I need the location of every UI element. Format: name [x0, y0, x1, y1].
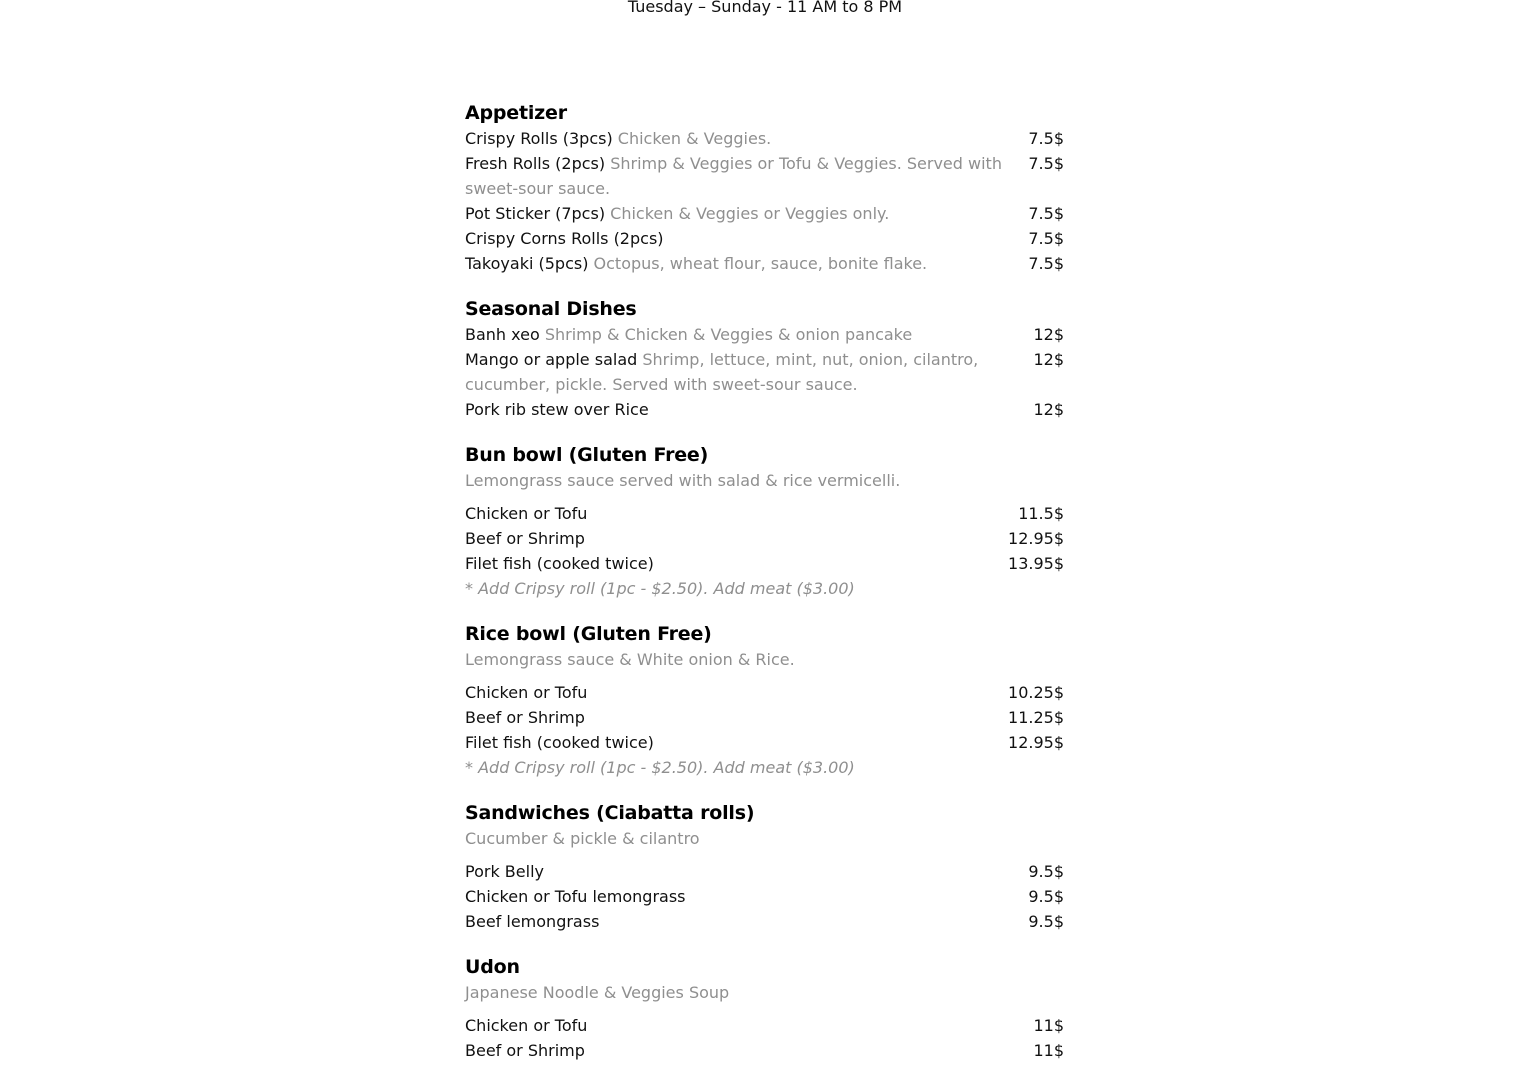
item-name: Filet fish (cooked twice)	[465, 733, 654, 752]
menu-item	[465, 501, 1064, 526]
item-price: 12$	[1033, 400, 1064, 419]
item-name: Mango or apple salad	[465, 350, 638, 369]
item-description: Octopus, wheat flour, sauce, bonite flake.	[593, 254, 928, 273]
item-name: Chicken or Tofu lemongrass	[465, 887, 686, 906]
item-price: 7.5$	[1028, 154, 1064, 173]
section-title: Bun bowl (Gluten Free)	[465, 444, 709, 466]
section-appetizer	[465, 101, 1064, 276]
item-price: 12$	[1033, 350, 1064, 369]
section-rice-bowl	[465, 622, 1064, 780]
menu-item	[465, 1013, 1064, 1038]
addon-note: * Add Cripsy roll (1pc - $2.50). Add meat ($3.00)	[465, 579, 855, 598]
menu-item	[465, 151, 1064, 201]
menu-item	[465, 1038, 1064, 1063]
item-name: Crispy Corns Rolls (2pcs)	[465, 229, 664, 248]
item-name: Pork Belly	[465, 862, 544, 881]
addon-note: * Add Cripsy roll (1pc - $2.50). Add meat ($3.00)	[465, 758, 855, 777]
item-price: 10.25$	[1008, 683, 1064, 702]
item-name: Takoyaki (5pcs)	[465, 254, 589, 273]
item-name: Chicken or Tofu	[465, 683, 588, 702]
item-name: Beef or Shrimp	[465, 708, 585, 727]
item-name: Chicken or Tofu	[465, 504, 588, 523]
item-price: 12.95$	[1008, 529, 1064, 548]
item-price: 9.5$	[1028, 912, 1064, 931]
section-description: Cucumber & pickle & cilantro	[465, 829, 700, 848]
item-description: Shrimp, lettuce, mint, nut, onion, cilantro, cucumber, pickle. Served with sweet-sour sauce.	[465, 350, 979, 394]
menu-item	[465, 526, 1064, 551]
section-title: Seasonal Dishes	[465, 298, 637, 320]
item-price: 7.5$	[1028, 204, 1064, 223]
item-description: Chicken & Veggies or Veggies only.	[610, 204, 890, 223]
menu-item	[465, 680, 1064, 705]
menu-item	[465, 397, 1064, 422]
section-description: Lemongrass sauce & White onion & Rice.	[465, 650, 795, 669]
menu-item	[465, 126, 1064, 151]
menu-item	[465, 251, 1064, 276]
section-title: Appetizer	[465, 102, 567, 124]
menu-item	[465, 705, 1064, 730]
section-title: Rice bowl (Gluten Free)	[465, 623, 712, 645]
item-price: 11$	[1033, 1016, 1064, 1035]
item-name: Crispy Rolls (3pcs)	[465, 129, 613, 148]
item-description: Chicken & Veggies.	[617, 129, 772, 148]
item-price: 7.5$	[1028, 129, 1064, 148]
section-title: Sandwiches (Ciabatta rolls)	[465, 802, 755, 824]
item-name: Pot Sticker (7pcs)	[465, 204, 606, 223]
item-price: 12.95$	[1008, 733, 1064, 752]
menu	[465, 101, 1064, 1084]
section-udon	[465, 955, 1064, 1063]
menu-item	[465, 730, 1064, 755]
item-name: Chicken or Tofu	[465, 1016, 588, 1035]
item-price: 11.5$	[1018, 504, 1064, 523]
menu-item	[465, 226, 1064, 251]
section-bun-bowl	[465, 443, 1064, 601]
item-name: Beef or Shrimp	[465, 529, 585, 548]
menu-item	[465, 322, 1064, 347]
item-price: 11.25$	[1008, 708, 1064, 727]
item-price: 7.5$	[1028, 254, 1064, 273]
menu-item	[465, 347, 1064, 397]
item-price: 12$	[1033, 325, 1064, 344]
section-description: Lemongrass sauce served with salad & rice vermicelli.	[465, 471, 901, 490]
menu-item	[465, 201, 1064, 226]
item-price: 13.95$	[1008, 554, 1064, 573]
opening-hours: Tuesday – Sunday - 11 AM to 8 PM	[627, 0, 903, 16]
section-sandwiches	[465, 801, 1064, 934]
section-description: Japanese Noodle & Veggies Soup	[465, 983, 730, 1002]
item-description: Shrimp & Chicken & Veggies & onion pancake	[544, 325, 913, 344]
item-price: 11$	[1033, 1041, 1064, 1060]
item-price: 9.5$	[1028, 887, 1064, 906]
item-name: Filet fish (cooked twice)	[465, 554, 654, 573]
item-price: 9.5$	[1028, 862, 1064, 881]
item-name: Pork rib stew over Rice	[465, 400, 649, 419]
item-price: 7.5$	[1028, 229, 1064, 248]
section-seasonal-dishes	[465, 297, 1064, 422]
menu-item	[465, 884, 1064, 909]
menu-item	[465, 909, 1064, 934]
menu-item	[465, 551, 1064, 576]
item-name: Banh xeo	[465, 325, 540, 344]
item-name: Beef or Shrimp	[465, 1041, 585, 1060]
section-title: Udon	[465, 956, 520, 978]
item-name: Beef lemongrass	[465, 912, 600, 931]
item-description: Shrimp & Veggies or Tofu & Veggies. Served with sweet-sour sauce.	[465, 154, 1002, 198]
menu-item	[465, 859, 1064, 884]
item-name: Fresh Rolls (2pcs)	[465, 154, 606, 173]
